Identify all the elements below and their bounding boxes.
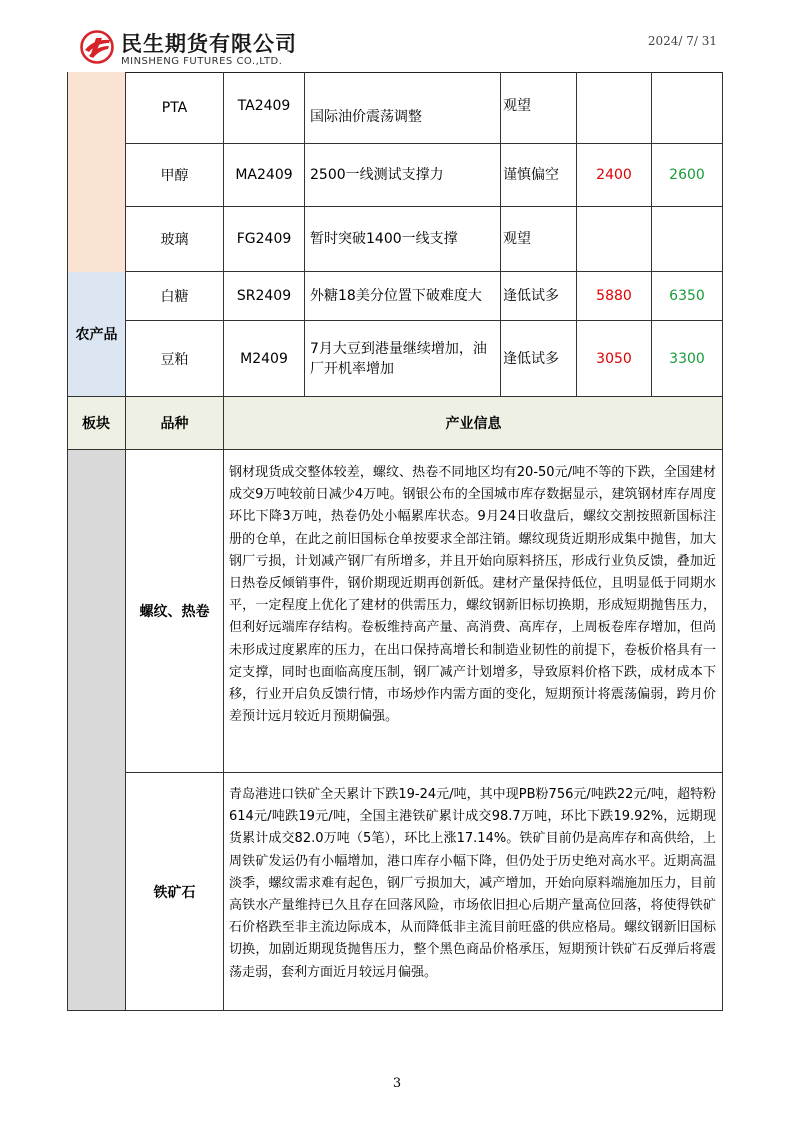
sector-cell-chem <box>67 72 126 272</box>
logic-text: 2500一线测试支撑力 <box>310 167 444 183</box>
high-price-text: 2600 <box>669 167 705 183</box>
view-cell <box>501 207 577 272</box>
view-cell <box>501 272 577 321</box>
contract-text: M2409 <box>240 350 288 367</box>
logic-text: 外糖18美分位置下破难度大 <box>310 288 482 304</box>
high-price-cell <box>652 321 723 396</box>
variety-cell <box>126 207 224 272</box>
header-sector <box>67 396 126 450</box>
high-price-cell <box>652 144 723 207</box>
high-price-cell <box>652 72 723 144</box>
low-price-cell <box>577 207 652 272</box>
header-sector-text: 板块 <box>82 416 110 432</box>
logic-text: 暂时突破1400一线支撑 <box>310 231 458 247</box>
sector-cell-black <box>67 450 126 1011</box>
variety-text: 铁矿石 <box>153 884 196 901</box>
logic-cell <box>305 207 501 272</box>
contract-cell <box>224 207 305 272</box>
view-text: 观望 <box>503 231 531 247</box>
variety-cell <box>126 144 224 207</box>
low-price-text: 3050 <box>596 350 632 367</box>
logic-cell <box>305 272 501 321</box>
variety-text: 螺纹、热卷 <box>139 604 210 620</box>
variety-text: 玻璃 <box>160 232 189 248</box>
contract-text: SR2409 <box>236 288 292 304</box>
high-price-cell <box>652 207 723 272</box>
logic-text: 国际油价震荡调整 <box>310 109 422 125</box>
header-info <box>224 396 723 450</box>
high-price-text: 3300 <box>669 350 705 367</box>
contract-cell <box>224 144 305 207</box>
contract-cell <box>224 321 305 396</box>
logic-cell <box>305 144 501 207</box>
low-price-text: 5880 <box>596 288 632 304</box>
sector-label-agri: 农产品 <box>75 327 118 343</box>
variety-text: 甲醇 <box>160 168 189 184</box>
sector-cell-agri <box>67 272 126 396</box>
variety-text: PTA <box>161 99 188 116</box>
logic-cell <box>305 321 501 396</box>
header-variety-text: 品种 <box>160 416 189 432</box>
company-name-cn: 民生期货有限公司 <box>121 32 297 56</box>
contract-text: MA2409 <box>235 167 293 183</box>
report-date: 2024/ 7/ 31 <box>647 34 717 48</box>
view-cell <box>501 321 577 396</box>
contract-text: TA2409 <box>237 98 291 114</box>
contract-text: FG2409 <box>236 231 292 247</box>
variety-text: 白糖 <box>160 289 189 305</box>
low-price-cell <box>577 272 652 321</box>
variety-cell <box>126 272 224 321</box>
contract-cell <box>224 72 305 144</box>
variety-cell <box>126 773 224 1011</box>
view-cell <box>501 72 577 144</box>
logic-text: 7月大豆到港量继续增加，油厂开机率增加 <box>310 340 487 377</box>
view-cell <box>501 144 577 207</box>
view-text: 谨慎偏空 <box>503 167 559 183</box>
view-text: 逢低试多 <box>503 288 559 304</box>
variety-cell <box>126 72 224 144</box>
low-price-text: 2400 <box>596 167 632 183</box>
header-info-text: 产业信息 <box>445 416 502 432</box>
low-price-cell <box>577 321 652 396</box>
industry-info-text: 青岛港进口铁矿全天累计下跌19-24元/吨，其中现PB粉756元/吨跌22元/吨，超特粉614元/吨跌19元/吨，全国主港铁矿累计成交98.7万吨，环比下跌19.92%，远期现货累计成交82.0万吨（5笔），环比上涨17.14%。铁矿目前仍是高库存和高供给，上周铁矿发运仍有小幅增加，港口库存小幅下降，但仍处于历史绝对高水平。近期高温淡季，螺纹需求难有起色，钢厂亏损加大，减产增加，开始向原料端施加压力，目前高铁水产量维持已久且存在回落风险，市场依旧担心后期产量高位回落，将使得铁矿石价格跌至非主流边际成本，从而降低非主流目前旺盛的供应格局。螺纹钢新旧国标切换，加剧近期现货抛售压力，整个黑色商品价格承压，短期预计铁矿石反弹后将震荡走弱，套利方面近月较远月偏强。 <box>224 773 723 1011</box>
high-price-text: 6350 <box>669 288 705 304</box>
view-text: 逢低试多 <box>503 350 559 367</box>
industry-info-text: 钢材现货成交整体较差，螺纹、热卷不同地区均有20-50元/吨不等的下跌，全国建材成交9万吨较前日减少4万吨。钢银公布的全国城市库存数据显示，建筑钢材库存周度环比下降3万吨，热卷仍处小幅累库状态。9月24日收盘后，螺纹交割按照新国标注册的仓单，在此之前旧国标仓单按要求全部注销。螺纹现货近期形成集中抛售，加大钢厂亏损，计划减产钢厂有所增多，并且开始向原料挤压，形成行业负反馈，叠加近日热卷反倾销事件，钢价期现近期再创新低。建材产量保持低位，且明显低于同期水平，一定程度上优化了建材的供需压力，螺纹钢新旧标切换期，形成短期抛售压力，但利好远端库存结构。卷板维持高产量、高消费、高库存，上周板卷库存增加，但尚未形成过度累库的压力，在出口保持高增长和制造业韧性的前提下，卷板价格具有一定支撑，同时也面临高度压制，钢厂减产计划增多，导致原料价格下跌，成材成本下移，行业开启负反馈行情，市场炒作内需方面的变化，短期预计将震荡偏弱，跨月价差预计远月较近月预期偏强。 <box>224 450 723 773</box>
header-variety <box>126 396 224 450</box>
page-header <box>0 0 794 72</box>
variety-cell <box>126 450 224 773</box>
contract-cell <box>224 272 305 321</box>
variety-cell <box>126 321 224 396</box>
low-price-cell <box>577 144 652 207</box>
low-price-cell <box>577 72 652 144</box>
variety-text: 豆粕 <box>160 351 189 368</box>
high-price-cell <box>652 272 723 321</box>
company-name-en: MINSHENG FUTURES CO.,LTD. <box>121 56 283 67</box>
logic-cell <box>305 72 501 144</box>
view-text: 观望 <box>503 98 531 114</box>
page-number: 3 <box>392 1076 402 1091</box>
company-logo-icon <box>80 30 114 64</box>
